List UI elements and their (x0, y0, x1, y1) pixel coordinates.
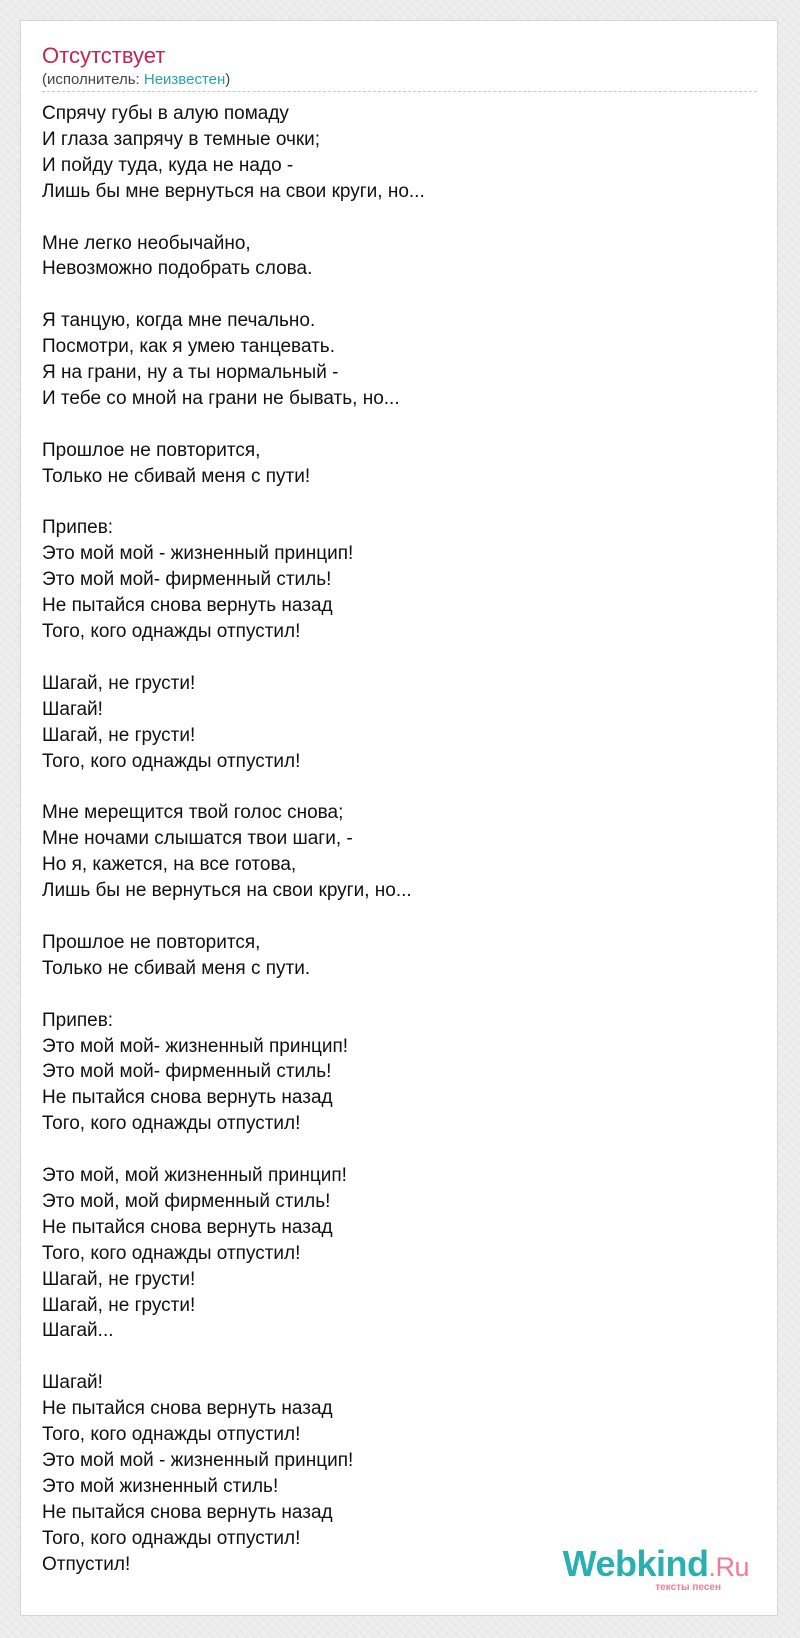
lyric-line: Шагай! (42, 698, 103, 720)
lyric-line: Я на грани, ну а ты нормальный - (42, 362, 339, 384)
artist-line (42, 71, 757, 92)
lyric-line: Припев: (42, 1009, 114, 1031)
lyric-line: Прошлое не повторится, (42, 931, 261, 953)
lyric-line: Того, кого однажды отпустил! (42, 1113, 301, 1135)
lyric-line: Шагай... (42, 1320, 114, 1342)
lyric-line: Только не сбивай меня с пути! (42, 465, 311, 487)
lyric-stanza (42, 515, 757, 645)
lyric-line: Это мой мой- фирменный стиль! (42, 569, 332, 591)
lyric-stanza (42, 438, 757, 490)
lyric-stanza (42, 308, 757, 412)
lyric-stanza (42, 1163, 757, 1344)
lyric-line: Мне мерещится твой голос снова; (42, 802, 344, 824)
logo-word: Webkind (562, 1543, 709, 1584)
lyric-stanza (42, 101, 757, 205)
lyric-line: Не пытайся снова вернуть назад (42, 1087, 333, 1109)
artist-suffix: ) (225, 71, 231, 88)
lyric-stanza (42, 231, 757, 283)
lyric-line: Это мой мой- жизненный принцип! (42, 1035, 349, 1057)
lyric-line: И глаза запрячу в темные очки; (42, 128, 321, 150)
logo-tagline: тексты песен (655, 1582, 721, 1593)
lyric-line: Шагай! (42, 1372, 103, 1394)
lyric-line: Невозможно подобрать слова. (42, 258, 313, 280)
lyric-line: Того, кого однажды отпустил! (42, 1424, 301, 1446)
lyric-line: Того, кого однажды отпустил! (42, 750, 301, 772)
site-logo[interactable] (562, 1543, 749, 1593)
lyrics-card (20, 20, 778, 1616)
lyric-stanza (42, 800, 757, 904)
lyric-line: Я танцую, когда мне печально. (42, 310, 316, 332)
lyric-stanza (42, 1008, 757, 1138)
lyric-line: Того, кого однажды отпустил! (42, 1527, 301, 1549)
song-title: Отсутствует (42, 43, 166, 68)
lyric-line: Шагай, не грусти! (42, 1294, 196, 1316)
lyric-line: Это мой жизненный стиль! (42, 1475, 279, 1497)
lyric-line: Мне ночами слышатся твои шаги, - (42, 828, 353, 850)
lyric-line: Шагай, не грусти! (42, 724, 196, 746)
lyric-line: И пойду туда, куда не надо - (42, 154, 294, 176)
lyric-line: Того, кого однажды отпустил! (42, 621, 301, 643)
lyric-line: Спрячу губы в алую помаду (42, 103, 289, 124)
lyric-line: Это мой мой- фирменный стиль! (42, 1061, 332, 1083)
lyric-line: Мне легко необычайно, (42, 232, 251, 254)
lyric-line: Не пытайся снова вернуть назад (42, 1501, 333, 1523)
lyric-line: Но я, кажется, на все готова, (42, 854, 297, 876)
lyric-line: Это мой мой - жизненный принцип! (42, 543, 354, 565)
lyric-line: Не пытайся снова вернуть назад (42, 595, 333, 617)
lyric-line: Прошлое не повторится, (42, 439, 261, 461)
lyric-line: Того, кого однажды отпустил! (42, 1242, 301, 1264)
lyric-line: Лишь бы не вернуться на свои круги, но... (42, 880, 412, 902)
lyric-stanza (42, 930, 757, 982)
lyric-line: И тебе со мной на грани не бывать, но... (42, 387, 400, 409)
lyric-line: Шагай, не грусти! (42, 1268, 196, 1290)
lyric-line: Припев: (42, 517, 114, 539)
lyric-line: Только не сбивай меня с пути. (42, 957, 311, 979)
lyric-line: Это мой мой - жизненный принцип! (42, 1449, 354, 1471)
artist-link[interactable]: Неизвестен (143, 71, 226, 88)
lyric-line: Это мой, мой фирменный стиль! (42, 1190, 331, 1212)
lyric-line: Это мой, мой жизненный принцип! (42, 1165, 347, 1187)
lyric-stanza (42, 671, 757, 775)
lyric-line: Не пытайся снова вернуть назад (42, 1216, 333, 1238)
lyric-line: Шагай, не грусти! (42, 672, 196, 694)
lyrics-body (42, 101, 757, 1578)
lyric-line: Посмотри, как я умею танцевать. (42, 336, 335, 358)
lyric-line: Отпустил! (42, 1553, 131, 1575)
lyric-line: Лишь бы мне вернуться на свои круги, но... (42, 180, 425, 202)
logo-wordmark (562, 1543, 749, 1585)
lyric-line: Не пытайся снова вернуть назад (42, 1398, 333, 1420)
artist-prefix: (исполнитель: (42, 71, 144, 88)
logo-tld: .Ru (708, 1552, 749, 1582)
